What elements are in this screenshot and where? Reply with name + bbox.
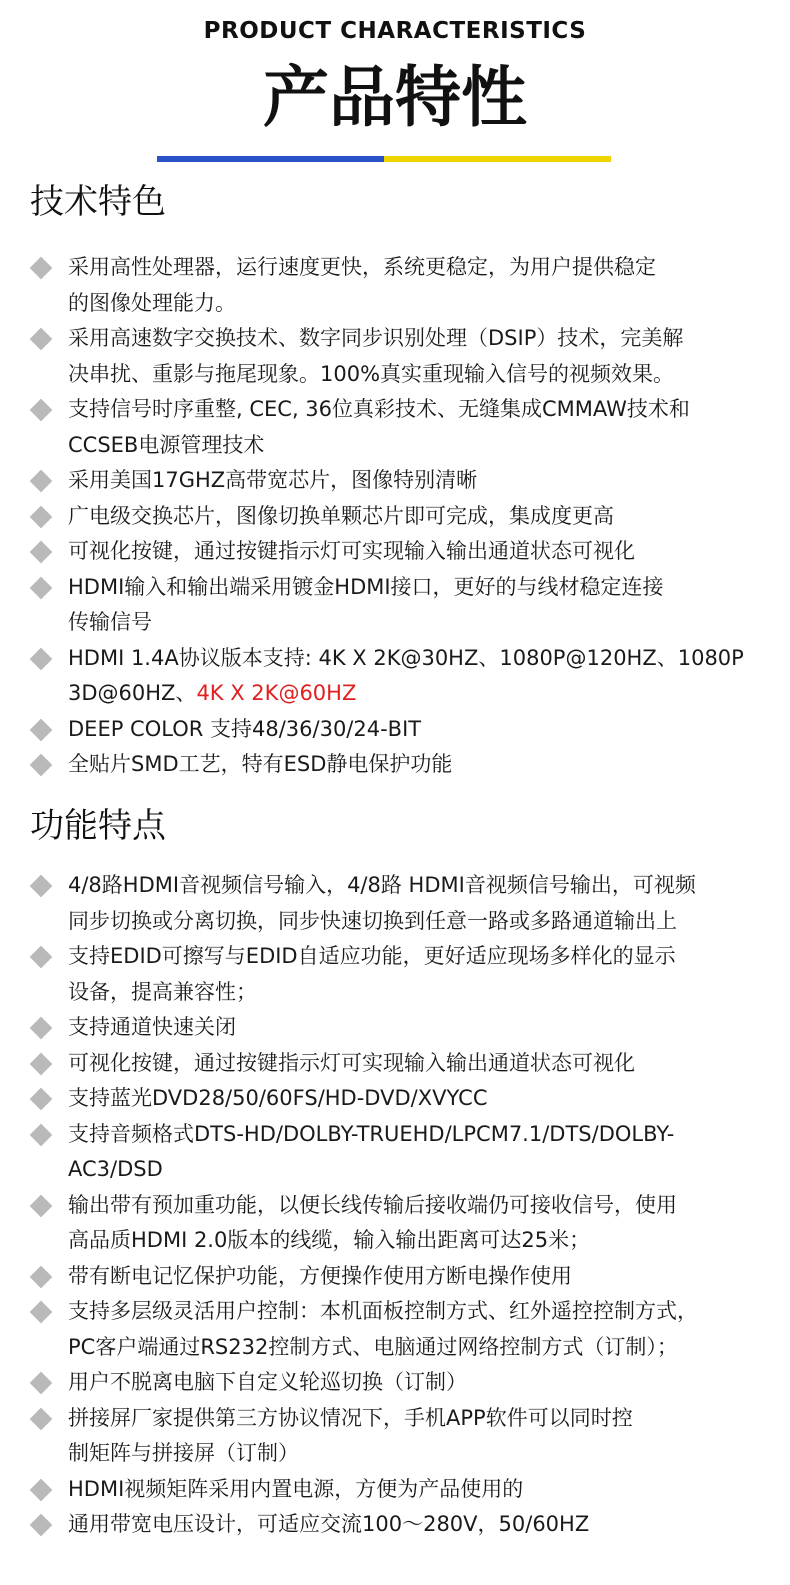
- function-feature-list: [0, 868, 790, 1543]
- list-item: [0, 747, 790, 783]
- diamond-bullet-icon: [30, 1052, 53, 1075]
- list-item-text: 采用高性处理器，运行速度更快，系统更稳定，为用户提供稳定 的图像处理能力。: [68, 255, 656, 315]
- diamond-bullet-icon: [30, 328, 53, 351]
- list-item: [0, 1294, 790, 1365]
- diamond-bullet-icon: [30, 1478, 53, 1501]
- page-title: 产品特性: [263, 59, 527, 136]
- diamond-bullet-icon: [30, 875, 53, 898]
- list-item: [0, 939, 790, 1010]
- list-item: [0, 1188, 790, 1259]
- list-item: [0, 392, 790, 463]
- list-item: [0, 321, 790, 392]
- list-item-text: 可视化按键，通过按键指示灯可实现输入输出通道状态可视化: [68, 539, 635, 563]
- list-item-text: 广电级交换芯片，图像切换单颗芯片即可完成，集成度更高: [68, 503, 614, 528]
- list-item-text: 通用带宽电压设计，可适应交流100～280V，50/60HZ: [68, 1512, 590, 1536]
- list-item: [0, 499, 790, 535]
- list-item: [0, 1046, 790, 1082]
- diamond-bullet-icon: [30, 754, 53, 777]
- list-item: [0, 534, 790, 570]
- diamond-bullet-icon: [30, 1017, 53, 1040]
- list-item-text: 拼接屏厂家提供第三方协议情况下，手机APP软件可以同时控 制矩阵与拼接屏（订制）: [68, 1405, 633, 1465]
- list-item-text: 带有断电记忆保护功能，方便操作使用方断电操作使用: [68, 1263, 572, 1288]
- list-item: [0, 570, 790, 641]
- list-item: [0, 1010, 790, 1046]
- diamond-bullet-icon: [30, 1265, 53, 1288]
- list-item: [0, 712, 790, 748]
- list-item: [0, 1507, 790, 1543]
- list-item: [0, 1117, 790, 1188]
- english-title: PRODUCT CHARACTERISTICS: [203, 18, 587, 44]
- list-item: [0, 868, 790, 939]
- list-item-text: 可视化按键，通过按键指示灯可实现输入输出通道状态可视化: [68, 1050, 635, 1075]
- list-item-text: HDMI输入和输出端采用镀金HDMI接口，更好的与线材稳定连接 传输信号: [68, 574, 664, 634]
- diamond-bullet-icon: [30, 470, 53, 493]
- list-item: [0, 1081, 790, 1117]
- list-item: [0, 1365, 790, 1401]
- list-item-text: 支持信号时序重整, CEC, 36位真彩技术、无缝集成CMMAW技术和 CCSEB电源管理技术: [68, 397, 690, 457]
- diamond-bullet-icon: [30, 946, 53, 969]
- diamond-bullet-icon: [30, 505, 53, 528]
- list-item-text: DEEP COLOR 支持48/36/30/24-BIT: [68, 716, 422, 741]
- list-item-text: HDMI 1.4A协议版本支持: 4K X 2K@30HZ、1080P@120HZ、1080P 3D@60HZ、4K X 2K@60HZ: [68, 645, 744, 705]
- diamond-bullet-icon: [30, 576, 53, 599]
- diamond-bullet-icon: [30, 399, 53, 422]
- section-heading-tech: 技术特色: [30, 182, 166, 222]
- list-item: [0, 1259, 790, 1295]
- list-item-text: 采用美国17GHZ高带宽芯片，图像特别清晰: [68, 468, 478, 492]
- diamond-bullet-icon: [30, 541, 53, 564]
- list-item: [0, 1401, 790, 1472]
- diamond-bullet-icon: [30, 1514, 53, 1537]
- diamond-bullet-icon: [30, 647, 53, 670]
- list-item: [0, 463, 790, 499]
- list-item-text: 全贴片SMD工艺，特有ESD静电保护功能: [68, 752, 453, 776]
- list-item-text: HDMI视频矩阵采用内置电源，方便为产品使用的: [68, 1476, 524, 1501]
- diamond-bullet-icon: [30, 1372, 53, 1395]
- list-item: [0, 250, 790, 321]
- diamond-bullet-icon: [30, 718, 53, 741]
- highlighted-spec: 4K X 2K@60HZ: [196, 681, 357, 705]
- section-heading-function: 功能特点: [30, 806, 166, 846]
- tech-feature-list: [0, 250, 790, 783]
- list-item-text: 输出带有预加重功能，以便长线传输后接收端仍可接收信号，使用 高品质HDMI 2.0版本的线缆，输入输出距离可达25米；: [68, 1192, 677, 1252]
- diamond-bullet-icon: [30, 1088, 53, 1111]
- diamond-bullet-icon: [30, 1123, 53, 1146]
- list-item-text: 采用高速数字交换技术、数字同步识别处理（DSIP）技术，完美解 决串扰、重影与拖尾现象。100%真实重现输入信号的视频效果。: [68, 326, 684, 386]
- diamond-bullet-icon: [30, 1407, 53, 1430]
- title-underline-blue: [157, 156, 384, 162]
- diamond-bullet-icon: [30, 1194, 53, 1217]
- list-item-text: 支持通道快速关闭: [68, 1015, 236, 1039]
- list-item: [0, 1472, 790, 1508]
- list-item-text: 支持EDID可擦写与EDID自适应功能，更好适应现场多样化的显示 设备，提高兼容性；: [68, 944, 676, 1004]
- title-underline-yellow: [384, 156, 611, 162]
- list-item-text: 支持多层级灵活用户控制：本机面板控制方式、红外遥控控制方式， PC客户端通过RS232控制方式、电脑通过网络控制方式（订制）；: [68, 1299, 698, 1359]
- list-item-text: 支持蓝光DVD28/50/60FS/HD-DVD/XVYCC: [68, 1086, 488, 1110]
- diamond-bullet-icon: [30, 1301, 53, 1324]
- list-item: [0, 641, 790, 712]
- list-item-text: 用户不脱离电脑下自定义轮巡切换（订制）: [68, 1370, 467, 1394]
- diamond-bullet-icon: [30, 257, 53, 280]
- list-item-text: 4/8路HDMI音视频信号输入，4/8路 HDMI音视频信号输出，可视频 同步切换或分离切换，同步快速切换到任意一路或多路通道输出上: [68, 873, 696, 933]
- list-item-text: 支持音频格式DTS-HD/DOLBY-TRUEHD/LPCM7.1/DTS/DOLBY- AC3/DSD: [68, 1121, 675, 1181]
